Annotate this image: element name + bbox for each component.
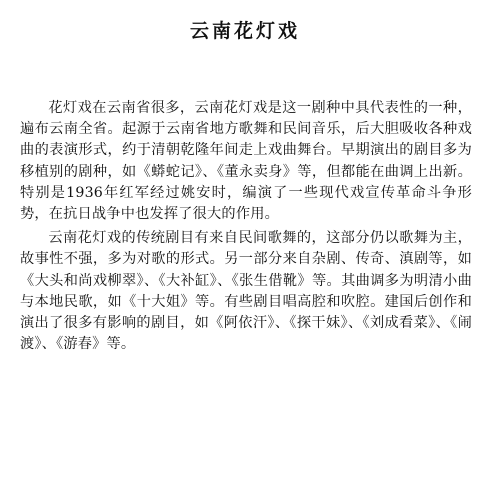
document-body (20, 98, 472, 358)
paragraph-1: 花灯戏在云南省很多，云南花灯戏是这一剧种中具代表性的一种，遍布云南全省。起源于云南省地方歌舞和民间音乐，后大胆吸收各种戏曲的表演形式，约于清朝乾隆年间走上戏曲舞台。早期演出的剧目多为移植别的剧种，如《蟒蛇记》、《董永卖身》等，但都能在曲调上出新。特别是1936年红军经过姚安时，编演了一些现代戏宣传革命斗争形势，在抗日战争中也发挥了很大的作用。 (20, 100, 472, 223)
document-title: 云南花灯戏 (189, 20, 300, 42)
paragraph-2: 云南花灯戏的传统剧目有来自民间歌舞的，这部分仍以歌舞为主，故事性不强，多为对歌的形式。另一部分来自杂剧、传奇、滇剧等，如《大头和尚戏柳翠》、《大补缸》、《张生借靴》等。其曲调多为明清小曲与本地民歌，如《十大姐》等。有些剧目唱高腔和吹腔。建国后创作和演出了很多有影响的剧目，如《阿依汗》、《探干妹》、《刘成看菜》、《闹渡》、《游春》等。 (20, 230, 472, 353)
